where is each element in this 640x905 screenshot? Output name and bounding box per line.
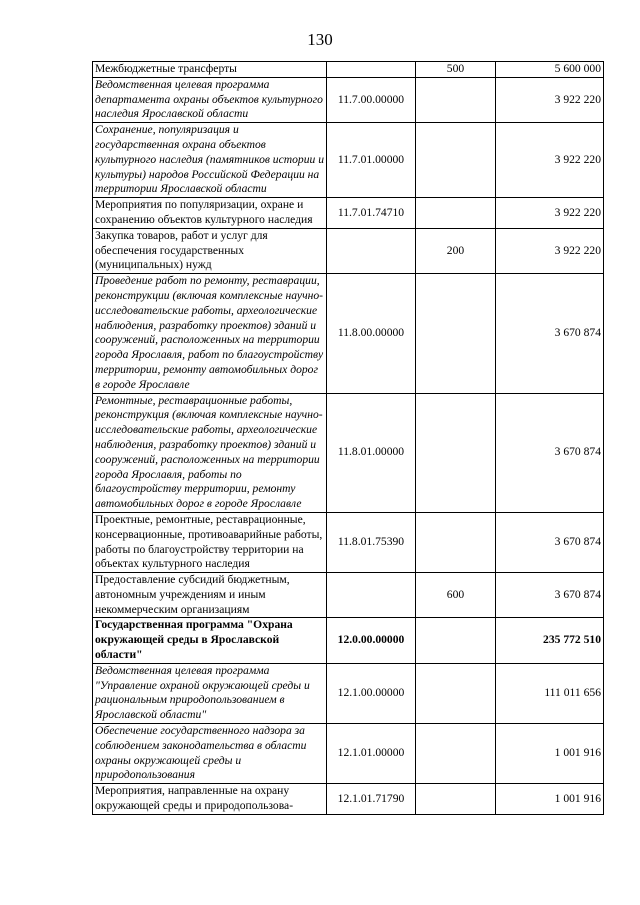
- row-name-cell: Сохранение, популяризация и государственная охрана объектов культурного наследия (памятников истории и культуры) народов Российской Федерации на территории Ярославской области: [93, 123, 327, 198]
- row-name-cell: Межбюджетные трансферты: [93, 62, 327, 78]
- row-expense-type-cell: [416, 393, 496, 512]
- row-expense-type-cell: [416, 784, 496, 815]
- row-amount-cell: 5 600 000: [496, 62, 604, 78]
- row-amount-cell: 1 001 916: [496, 784, 604, 815]
- row-expense-type-cell: [416, 77, 496, 122]
- table-row: [93, 663, 604, 723]
- row-expense-type-cell: 200: [416, 228, 496, 273]
- table-row: [93, 228, 604, 273]
- row-code-cell: [327, 62, 416, 78]
- row-code-cell: 11.8.01.00000: [327, 393, 416, 512]
- row-name-cell: Ремонтные, реставрационные работы, реконструкция (включая комплексные научно-исследовательские работы, археологические наблюдения, разработку проектов) зданий и сооружений, расположенных на территории города Ярославля, работы по благоустройству территории, ремонту автомобильных дорог в городе Ярославле: [93, 393, 327, 512]
- row-code-cell: 12.0.00.00000: [327, 618, 416, 663]
- row-expense-type-cell: 600: [416, 573, 496, 618]
- row-amount-cell: 1 001 916: [496, 724, 604, 784]
- row-name-cell: Ведомственная целевая программа департамента охраны объектов культурного наследия Ярославской области: [93, 77, 327, 122]
- table-row: [93, 573, 604, 618]
- table-row: [93, 724, 604, 784]
- row-amount-cell: 111 011 656: [496, 663, 604, 723]
- row-name-cell: Проведение работ по ремонту, реставрации, реконструкции (включая комплексные научно-исследовательские работы, археологические наблюдения, разработку проектов) зданий и сооружений, расположенных на территории города Ярославля, работ по благоустройству территории, ремонту автомобильных дорог в городе Ярославле: [93, 274, 327, 393]
- table-row: [93, 77, 604, 122]
- table-row: [93, 393, 604, 512]
- row-name-cell: Государственная программа "Охрана окружающей среды в Ярославской области": [93, 618, 327, 663]
- table-row: [93, 198, 604, 229]
- row-name-cell: Мероприятия, направленные на охрану окружающей среды и природопользова-: [93, 784, 327, 815]
- row-amount-cell: 3 922 220: [496, 198, 604, 229]
- row-name-cell: Ведомственная целевая программа "Управление охраной окружающей среды и рациональным природопользованием в Ярославской области": [93, 663, 327, 723]
- row-name-cell: Закупка товаров, работ и услуг для обеспечения государственных (муниципальных) нужд: [93, 228, 327, 273]
- table-row: [93, 784, 604, 815]
- row-amount-cell: 3 922 220: [496, 228, 604, 273]
- row-code-cell: 12.1.01.71790: [327, 784, 416, 815]
- row-name-cell: Обеспечение государственного надзора за соблюдением законодательства в области охраны окружающей среды и природопользования: [93, 724, 327, 784]
- row-amount-cell: 3 670 874: [496, 512, 604, 572]
- row-expense-type-cell: [416, 724, 496, 784]
- row-expense-type-cell: [416, 274, 496, 393]
- row-code-cell: 11.8.01.75390: [327, 512, 416, 572]
- row-code-cell: 11.7.01.00000: [327, 123, 416, 198]
- budget-table: [92, 61, 604, 815]
- row-amount-cell: 3 670 874: [496, 573, 604, 618]
- row-expense-type-cell: [416, 198, 496, 229]
- row-expense-type-cell: [416, 512, 496, 572]
- table-row: [93, 618, 604, 663]
- row-code-cell: 11.7.00.00000: [327, 77, 416, 122]
- row-code-cell: [327, 228, 416, 273]
- row-amount-cell: 235 772 510: [496, 618, 604, 663]
- row-amount-cell: 3 670 874: [496, 274, 604, 393]
- row-amount-cell: 3 670 874: [496, 393, 604, 512]
- row-name-cell: Проектные, ремонтные, реставрационные, консервационные, противоаварийные работы, работы по благоустройству территории на объектах культурного наследия: [93, 512, 327, 572]
- row-amount-cell: 3 922 220: [496, 123, 604, 198]
- row-amount-cell: 3 922 220: [496, 77, 604, 122]
- row-expense-type-cell: [416, 618, 496, 663]
- table-row: [93, 62, 604, 78]
- row-expense-type-cell: 500: [416, 62, 496, 78]
- row-name-cell: Мероприятия по популяризации, охране и сохранению объектов культурного наследия: [93, 198, 327, 229]
- row-code-cell: 11.8.00.00000: [327, 274, 416, 393]
- table-row: [93, 123, 604, 198]
- row-code-cell: [327, 573, 416, 618]
- row-name-cell: Предоставление субсидий бюджетным, автономным учреждениям и иным некоммерческим организациям: [93, 573, 327, 618]
- table-row: [93, 512, 604, 572]
- page-number: 130: [307, 30, 333, 49]
- row-code-cell: 11.7.01.74710: [327, 198, 416, 229]
- row-code-cell: 12.1.01.00000: [327, 724, 416, 784]
- table-row: [93, 274, 604, 393]
- row-code-cell: 12.1.00.00000: [327, 663, 416, 723]
- row-expense-type-cell: [416, 663, 496, 723]
- row-expense-type-cell: [416, 123, 496, 198]
